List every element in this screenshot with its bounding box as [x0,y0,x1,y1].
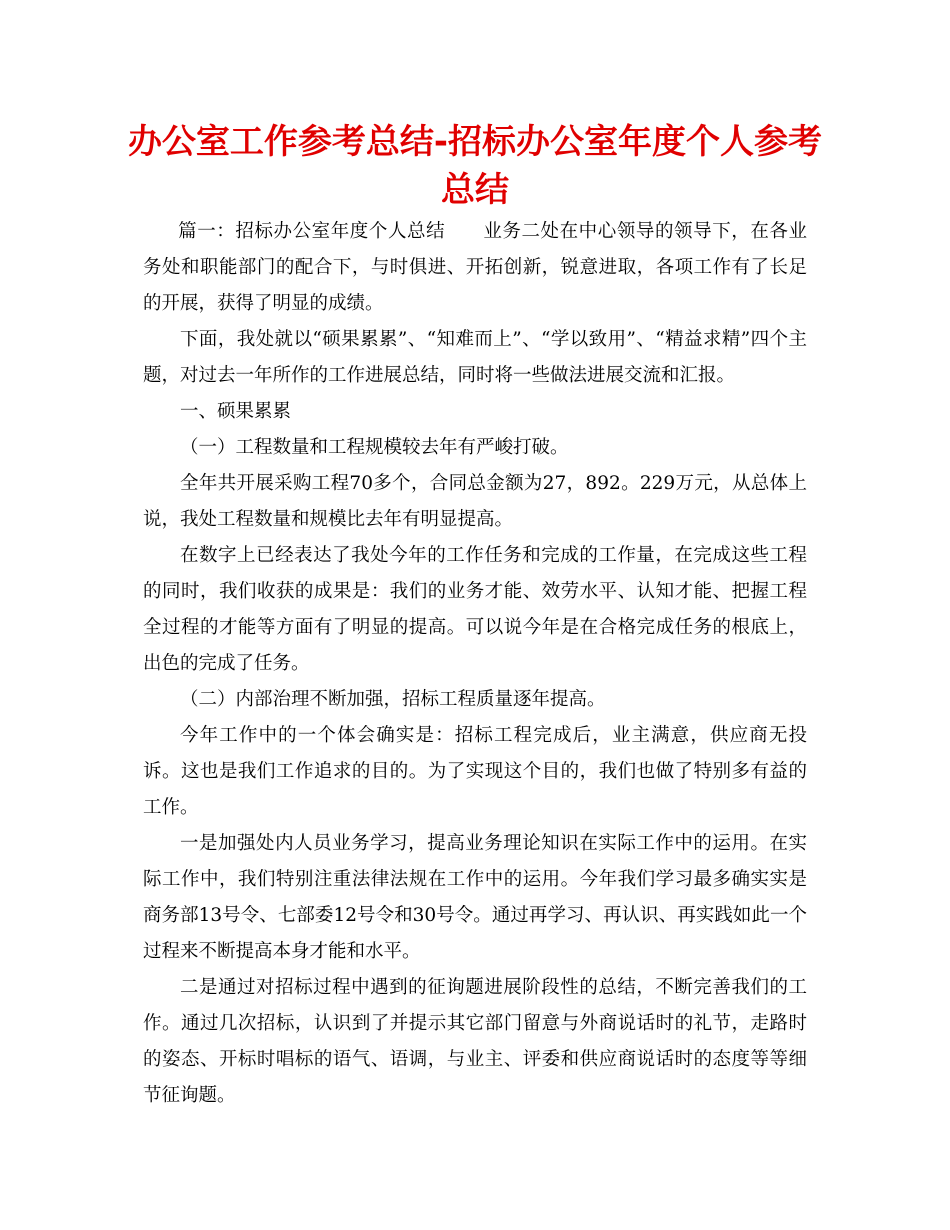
paragraph-achievements: 在数字上已经表达了我处今年的工作任务和完成的工作量，在完成这些工程的同时，我们收获的成果是：我们的业务才能、效劳水平、认知才能、把握工程全过程的才能等方面有了明显的提高。可以说今年是在合格完成任务的根底上，出色的完成了任务。 [143,545,807,674]
paragraph-point-two: 二是通过对招标过程中遇到的征询题进展阶段性的总结，不断完善我们的工作。通过几次招标，认识到了并提示其它部门留意与外商说话时的礼节，走路时的姿态、开标时唱标的语气、语调，与业主、评委和供应商说话时的态度等等细节征询题。 [143,977,807,1106]
subsection-heading-1: （一）工程数量和工程规模较去年有严峻打破。 [180,437,569,458]
paragraph-experience: 今年工作中的一个体会确实是：招标工程完成后，业主满意，供应商无投诉。这也是我们工作追求的目的。为了实现这个目的，我们也做了特别多有益的工作。 [143,725,807,818]
paragraph-intro: 篇一：招标办公室年度个人总结 业务二处在中心领导的领导下，在各业务处和职能部门的配合下，与时俱进、开拓创新，锐意进取，各项工作有了长足的开展，获得了明显的成绩。 [143,221,807,314]
document-title: 办公室工作参考总结-招标办公室年度个人参考总结 [127,122,823,210]
section-heading-1: 一、硕果累累 [180,401,292,422]
paragraph-overview: 下面，我处就以“硕果累累”、“知难而上”、“学以致用”、“精益求精”四个主题，对过去一年所作的工作进展总结，同时将一些做法进展交流和汇报。 [143,329,807,386]
paragraph-point-one: 一是加强处内人员业务学习，提高业务理论知识在实际工作中的运用。在实际工作中，我们特别注重法律法规在工作中的运用。今年我们学习最多确实实是商务部13号令、七部委12号令和30号令。通过再学习、再认识、再实践如此一个过程来不断提高本身才能和水平。 [143,833,807,962]
document-body [143,214,807,1114]
paragraph-statistics: 全年共开展采购工程70多个，合同总金额为27，892。229万元，从总体上说，我处工程数量和规模比去年有明显提高。 [143,473,807,530]
subsection-heading-2: （二）内部治理不断加强，招标工程质量逐年提高。 [180,689,606,710]
